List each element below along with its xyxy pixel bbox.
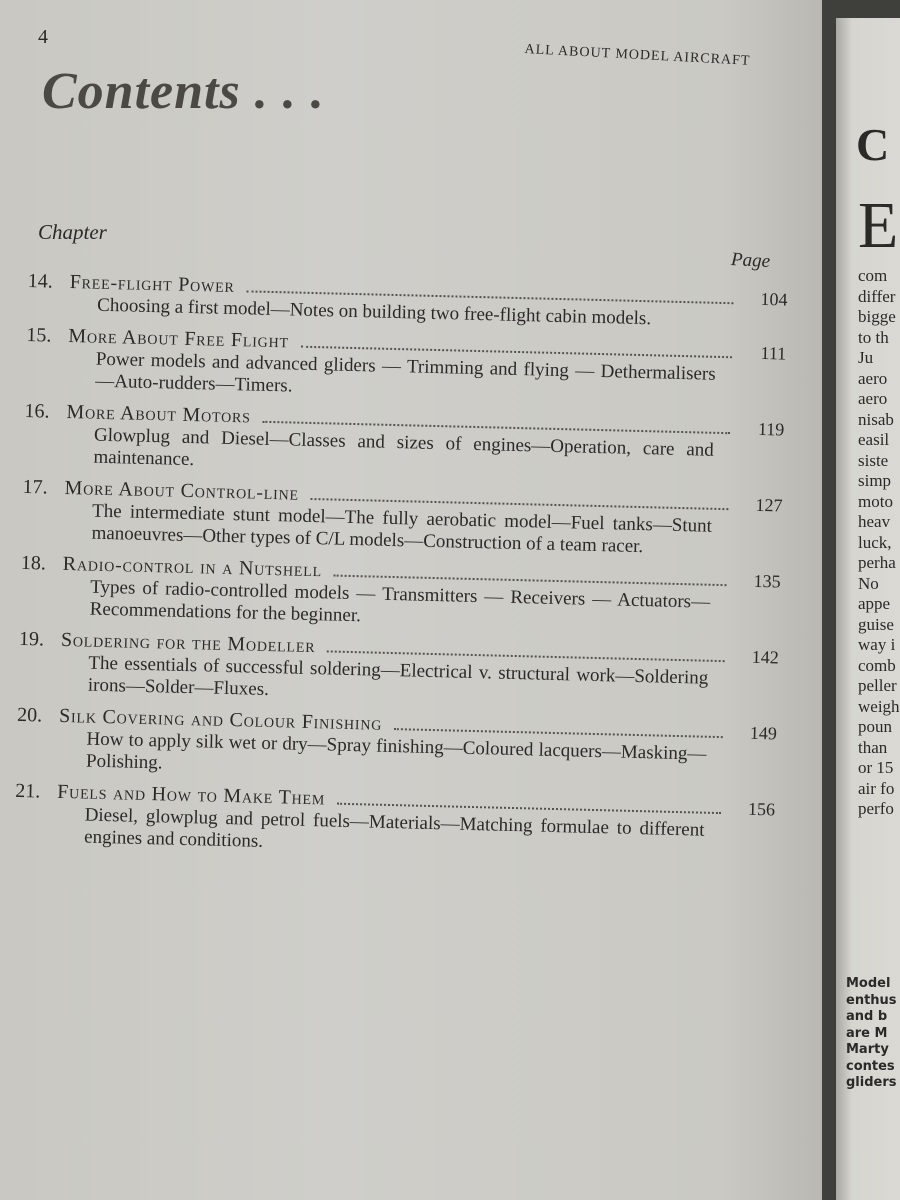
table-of-contents xyxy=(14,270,788,874)
page-ref: 119 xyxy=(757,418,785,440)
chapter-number: 14. xyxy=(27,270,53,293)
chapter-description: Choosing a first model—Notes on building two free-flight cabin models. xyxy=(96,294,652,330)
chapter-description: How to apply silk wet or dry—Spray finishing—Coloured lacquers—Masking—Polishing. xyxy=(85,728,707,774)
chapter-description: Glowplug and Diesel—Classes and sizes of engines—Operation, care and maintenance. xyxy=(93,424,715,471)
chapter-title: More About Free Flight xyxy=(68,325,290,353)
chapter-title: Silk Covering and Colour Finishing xyxy=(58,704,383,735)
toc-entry xyxy=(14,780,775,866)
chapter-title: More About Control-line xyxy=(64,476,300,505)
chapter-number: 19. xyxy=(18,627,45,651)
page-ref: 142 xyxy=(751,646,780,668)
page-number: 4 xyxy=(38,26,48,48)
chapter-description: The intermediate stunt model—The fully aerobatic model—Fuel tanks—Stunt manoeuvres—Other types of C/L models—Construction of a team racer. xyxy=(91,500,713,558)
page-ref: 135 xyxy=(753,570,781,592)
facing-page xyxy=(836,18,900,1200)
chapter-title: Fuels and How to Make Them xyxy=(56,780,326,810)
drop-cap: E xyxy=(858,189,899,262)
chapter-description: The essentials of successful soldering—Electrical v. structural work—Soldering irons—Solder—Fluxes. xyxy=(87,652,709,701)
chapter-title: Free-flight Power xyxy=(69,271,235,298)
chapter-number: 18. xyxy=(20,551,47,575)
facing-page-text: com differ bigge to th Ju aero aero nisab easil siste simp moto heav luck, perha No appe guise way i comb peller weigh poun than or 15 air fo perfo xyxy=(858,266,900,818)
facing-page-heading: C xyxy=(856,119,890,170)
facing-page-caption: Model enthus and b are M Marty contes gliders xyxy=(846,976,897,1090)
chapter-number: 16. xyxy=(24,399,50,423)
toc-entry xyxy=(25,324,786,410)
chapter-description: Diesel, glowplug and petrol fuels—Materials—Matching formulae to different engines and conditions. xyxy=(83,804,705,852)
toc-entry xyxy=(27,270,788,334)
toc-entry xyxy=(21,476,782,562)
chapter-number: 17. xyxy=(22,475,48,499)
chapter-column-label: Chapter xyxy=(38,220,107,244)
page-ref: 104 xyxy=(760,288,788,310)
toc-entry xyxy=(16,704,777,790)
page-column-label: Page xyxy=(730,248,771,273)
page-ref: 127 xyxy=(755,494,783,516)
page-ref: 111 xyxy=(760,342,787,364)
page-ref: 156 xyxy=(747,798,776,820)
page-title: Contents . . . xyxy=(42,63,325,120)
chapter-title: More About Motors xyxy=(66,400,252,428)
chapter-number: 20. xyxy=(16,703,43,727)
toc-entry xyxy=(23,400,784,486)
chapter-title: Soldering for the Modeller xyxy=(60,628,316,658)
chapter-title: Radio-control in a Nutshell xyxy=(62,552,323,582)
chapter-number: 15. xyxy=(26,323,52,347)
page-ref: 149 xyxy=(749,722,778,744)
running-head: ALL ABOUT MODEL AIRCRAFT xyxy=(524,42,751,69)
toc-entry xyxy=(18,628,779,714)
chapter-description: Power models and advanced gliders — Trimming and flying — Dethermalisers—Auto-rudders—Timers. xyxy=(95,348,716,397)
toc-entry xyxy=(19,552,780,638)
chapter-description: Types of radio-controlled models — Transmitters — Receivers — Actuators—Recommendations for the beginner. xyxy=(89,576,711,627)
chapter-number: 21. xyxy=(15,779,41,803)
